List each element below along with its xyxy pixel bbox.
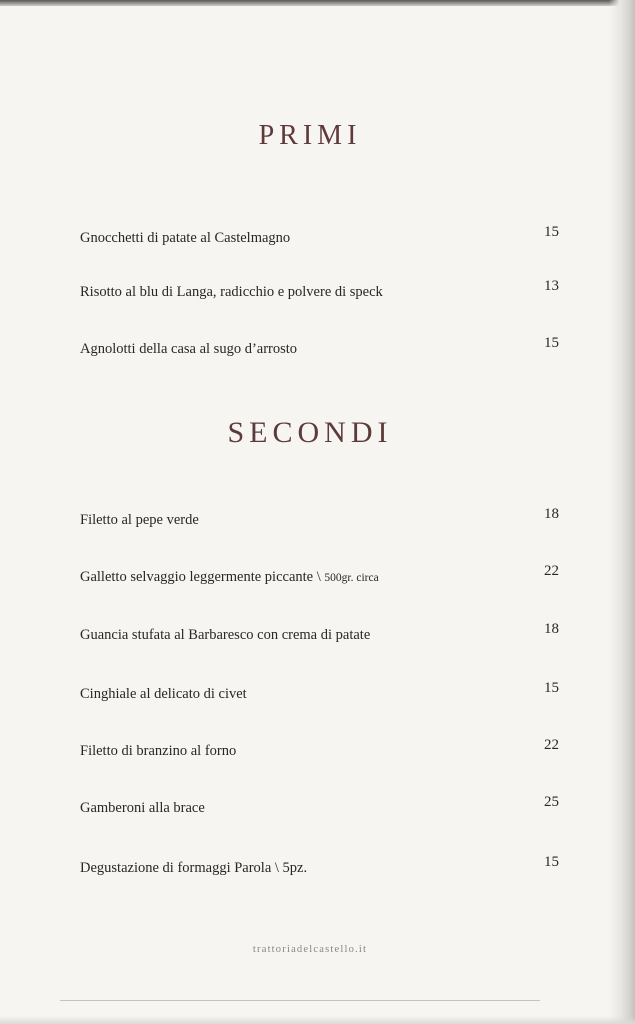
menu-item-name: Filetto di branzino al forno <box>80 743 237 759</box>
menu-item-price: 13 <box>544 278 559 294</box>
menu-item-name: Risotto al blu di Langa, radicchio e polvere di speck <box>80 284 383 300</box>
menu-item-price: 25 <box>544 794 559 810</box>
menu-item-name: Gnocchetti di patate al Castelmagno <box>80 230 291 246</box>
menu-item-name-main: Galletto selvaggio leggermente piccante \ <box>80 569 325 585</box>
menu-item-price: 18 <box>544 506 559 522</box>
menu-item-name: Cinghiale al delicato di civet <box>80 686 247 702</box>
bottom-divider <box>60 1000 540 1001</box>
menu-item-gamberoni <box>80 794 575 824</box>
menu-item-name: Degustazione di formaggi Parola \ 5pz. <box>80 860 308 876</box>
secondi-heading: SECONDI <box>227 416 393 449</box>
menu-item-gnocchetti <box>80 224 575 254</box>
menu-item-galletto <box>80 563 575 593</box>
menu-item-name: Agnolotti della casa al sugo d’arrosto <box>80 341 298 357</box>
menu-item-cinghiale <box>80 680 575 710</box>
menu-item-name <box>80 569 379 586</box>
menu-item-agnolotti <box>80 335 575 365</box>
menu-item-weight-note: 500gr. circa <box>324 572 379 584</box>
menu-item-name: Filetto al pepe verde <box>80 512 199 528</box>
menu-item-price: 15 <box>544 854 559 870</box>
menu-item-price: 22 <box>544 737 559 753</box>
page-right-edge-shadow <box>609 0 635 1024</box>
menu-item-name: Gamberoni alla brace <box>80 800 205 816</box>
menu-item-price: 15 <box>544 224 559 240</box>
menu-item-formaggi <box>80 854 575 884</box>
menu-item-price: 18 <box>544 621 559 637</box>
menu-item-name: Guancia stufata al Barbaresco con crema di patate <box>80 627 371 643</box>
page-bottom-edge <box>0 1016 635 1024</box>
menu-item-branzino <box>80 737 575 767</box>
menu-item-price: 15 <box>544 680 559 696</box>
primi-heading: PRIMI <box>258 120 362 151</box>
menu-item-guancia <box>80 621 575 651</box>
footer-website: trattoriadelcastello.it <box>252 944 368 955</box>
page-top-edge <box>0 0 635 6</box>
menu-item-filetto-pepe <box>80 506 575 536</box>
menu-item-risotto <box>80 278 575 308</box>
menu-item-price: 15 <box>544 335 559 351</box>
menu-item-price: 22 <box>544 563 559 579</box>
